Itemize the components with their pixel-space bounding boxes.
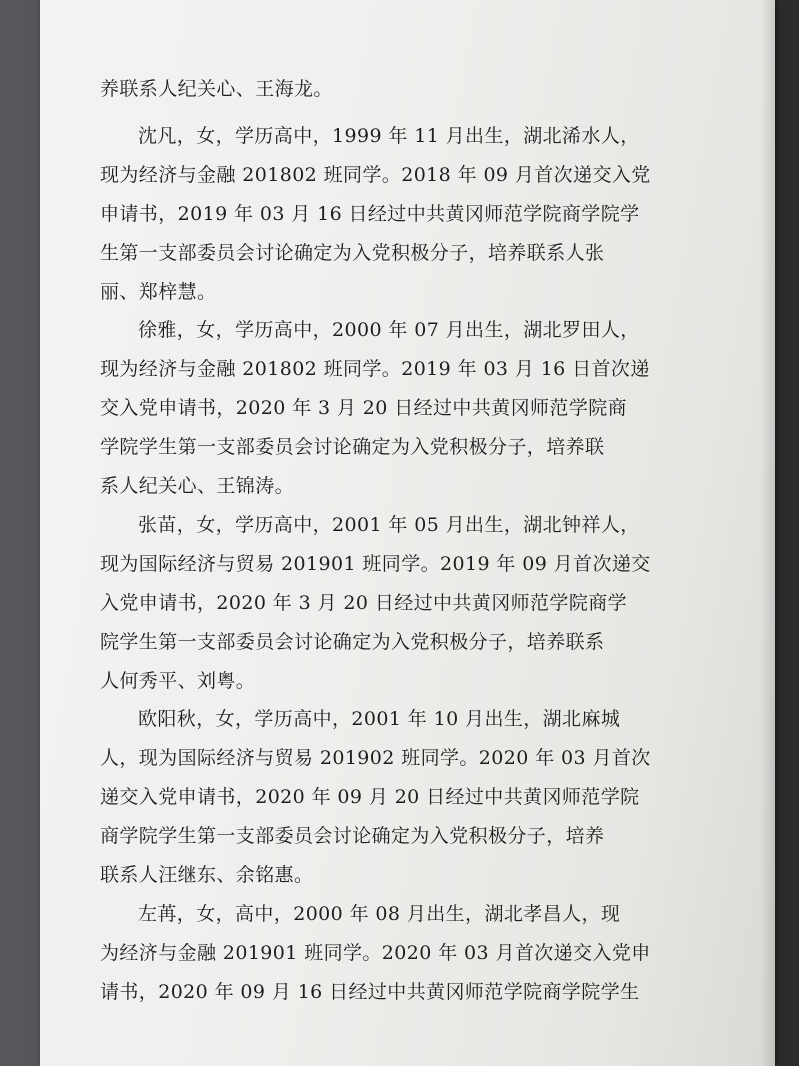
text-line: 院学生第一支部委员会讨论确定为入党积极分子，培养联系	[100, 630, 605, 653]
text-line: 人，现为国际经济与贸易 201902 班同学。2020 年 03 月首次	[100, 747, 651, 770]
text-line: 系人纪关心、王锦涛。	[100, 475, 295, 497]
text-line: 左苒，女，高中，2000 年 08 月出生，湖北孝昌人，现	[138, 902, 621, 925]
text-line: 申请书，2019 年 03 月 16 日经过中共黄冈师范学院商学院学	[100, 202, 640, 225]
text-line: 现为经济与金融 201802 班同学。2018 年 09 月首次递交入党	[100, 163, 651, 186]
text-line: 学院学生第一支部委员会讨论确定为入党积极分子，培养联	[100, 436, 605, 459]
text-line: 交入党申请书，2020 年 3 月 20 日经过中共黄冈师范学院商	[100, 397, 628, 420]
text-line: 养联系人纪关心、王海龙。	[100, 78, 333, 100]
text-line: 生第一支部委员会讨论确定为入党积极分子，培养联系人张	[100, 241, 605, 264]
text-line: 人何秀平、刘粤。	[100, 669, 256, 692]
text-line: 欧阳秋，女，学历高中，2001 年 10 月出生，湖北麻城	[138, 708, 621, 731]
text-line: 递交入党申请书，2020 年 09 月 20 日经过中共黄冈师范学院	[100, 786, 640, 809]
text-line: 沈凡，女，学历高中，1999 年 11 月出生，湖北浠水人，	[138, 124, 640, 147]
text-line: 徐雅，女，学历高中，2000 年 07 月出生，湖北罗田人，	[138, 319, 640, 342]
text-line: 现为国际经济与贸易 201901 班同学。2019 年 09 月首次递交	[100, 552, 651, 575]
text-line: 请书，2020 年 09 月 16 日经过中共黄冈师范学院商学院学生	[100, 980, 640, 1003]
text-line: 为经济与金融 201901 班同学。2020 年 03 月首次递交入党申	[100, 941, 651, 964]
text-line: 入党申请书，2020 年 3 月 20 日经过中共黄冈师范学院商学	[100, 591, 628, 614]
document-body	[40, 0, 775, 1066]
text-line: 联系人汪继东、余铭惠。	[100, 864, 314, 886]
text-line: 现为经济与金融 201802 班同学。2019 年 03 月 16 日首次递	[100, 358, 650, 381]
text-line: 商学院学生第一支部委员会讨论确定为入党积极分子，培养	[100, 825, 605, 848]
text-line: 张苗，女，学历高中，2001 年 05 月出生，湖北钟祥人，	[138, 513, 640, 536]
text-line: 丽、郑梓慧。	[100, 280, 217, 303]
